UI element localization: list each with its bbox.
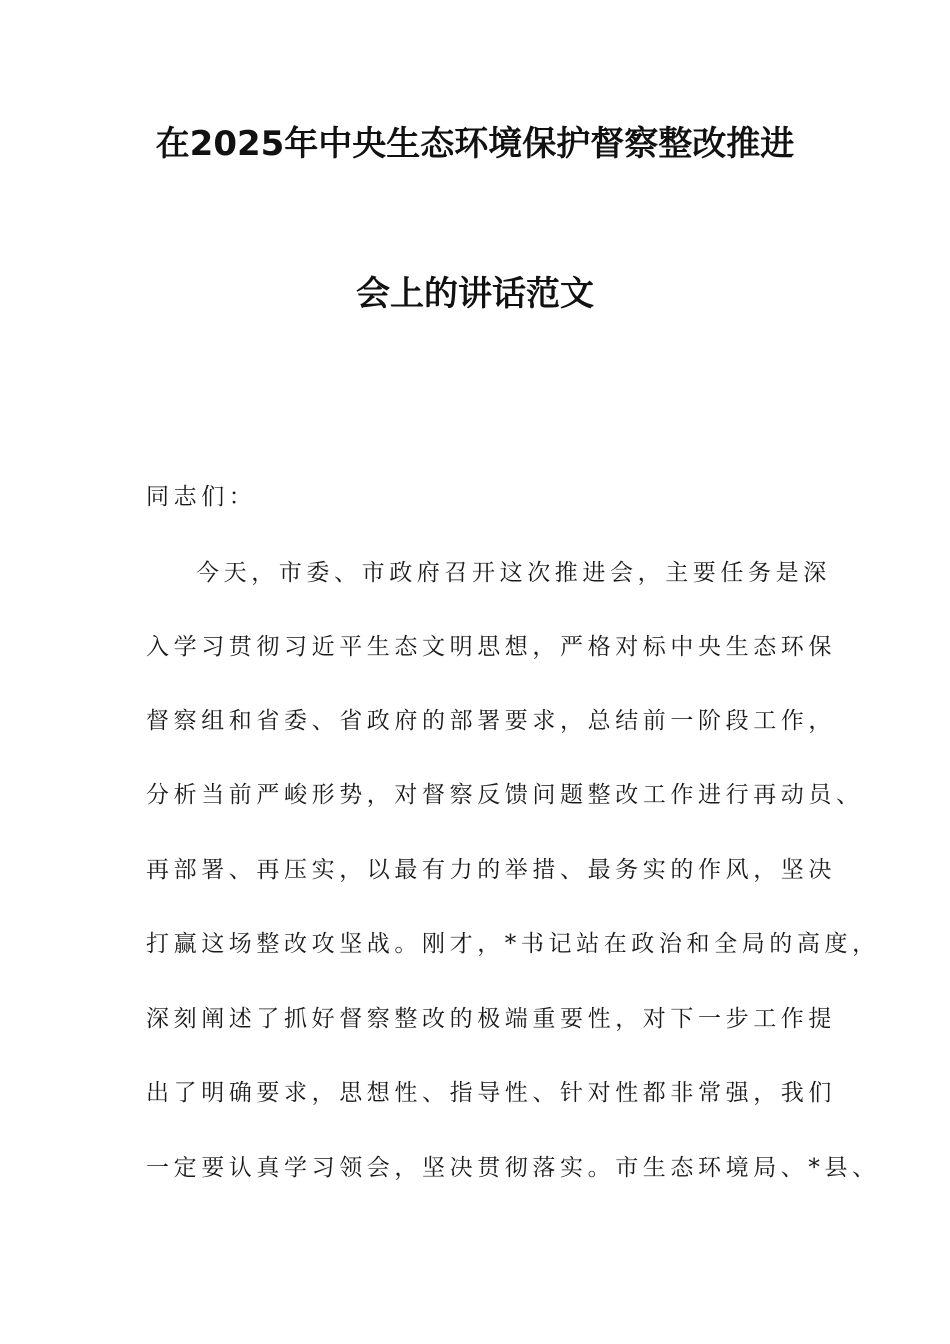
document-title-line-2: 会上的讲话范文 [356, 274, 594, 314]
paragraph-line: 今天，市委、市政府召开这次推进会，主要任务是深 [196, 560, 831, 586]
paragraph-line: 督察组和省委、省政府的部署要求，总结前一阶段工作， [146, 708, 836, 734]
paragraph-line: 打赢这场整改攻坚战。刚才，*书记站在政治和全局的高度， [146, 931, 880, 957]
paragraph-line: 出了明确要求，思想性、指导性、针对性都非常强，我们 [146, 1080, 836, 1106]
paragraph-line: 深刻阐述了抓好督察整改的极端重要性，对下一步工作提 [146, 1006, 836, 1032]
paragraph-line: 分析当前严峻形势，对督察反馈问题整改工作进行再动员、 [146, 782, 864, 808]
paragraph-line: 再部署、再压实，以最有力的举措、最务实的作风，坚决 [146, 857, 836, 883]
document-title-line-1: 在2025年中央生态环境保护督察整改推进 [155, 124, 795, 164]
paragraph-line: 一定要认真学习领会，坚决贯彻落实。市生态环境局、*县、 [146, 1155, 880, 1181]
paragraph-line: 入学习贯彻习近平生态文明思想，严格对标中央生态环保 [146, 634, 836, 660]
salutation: 同志们： [146, 484, 257, 510]
